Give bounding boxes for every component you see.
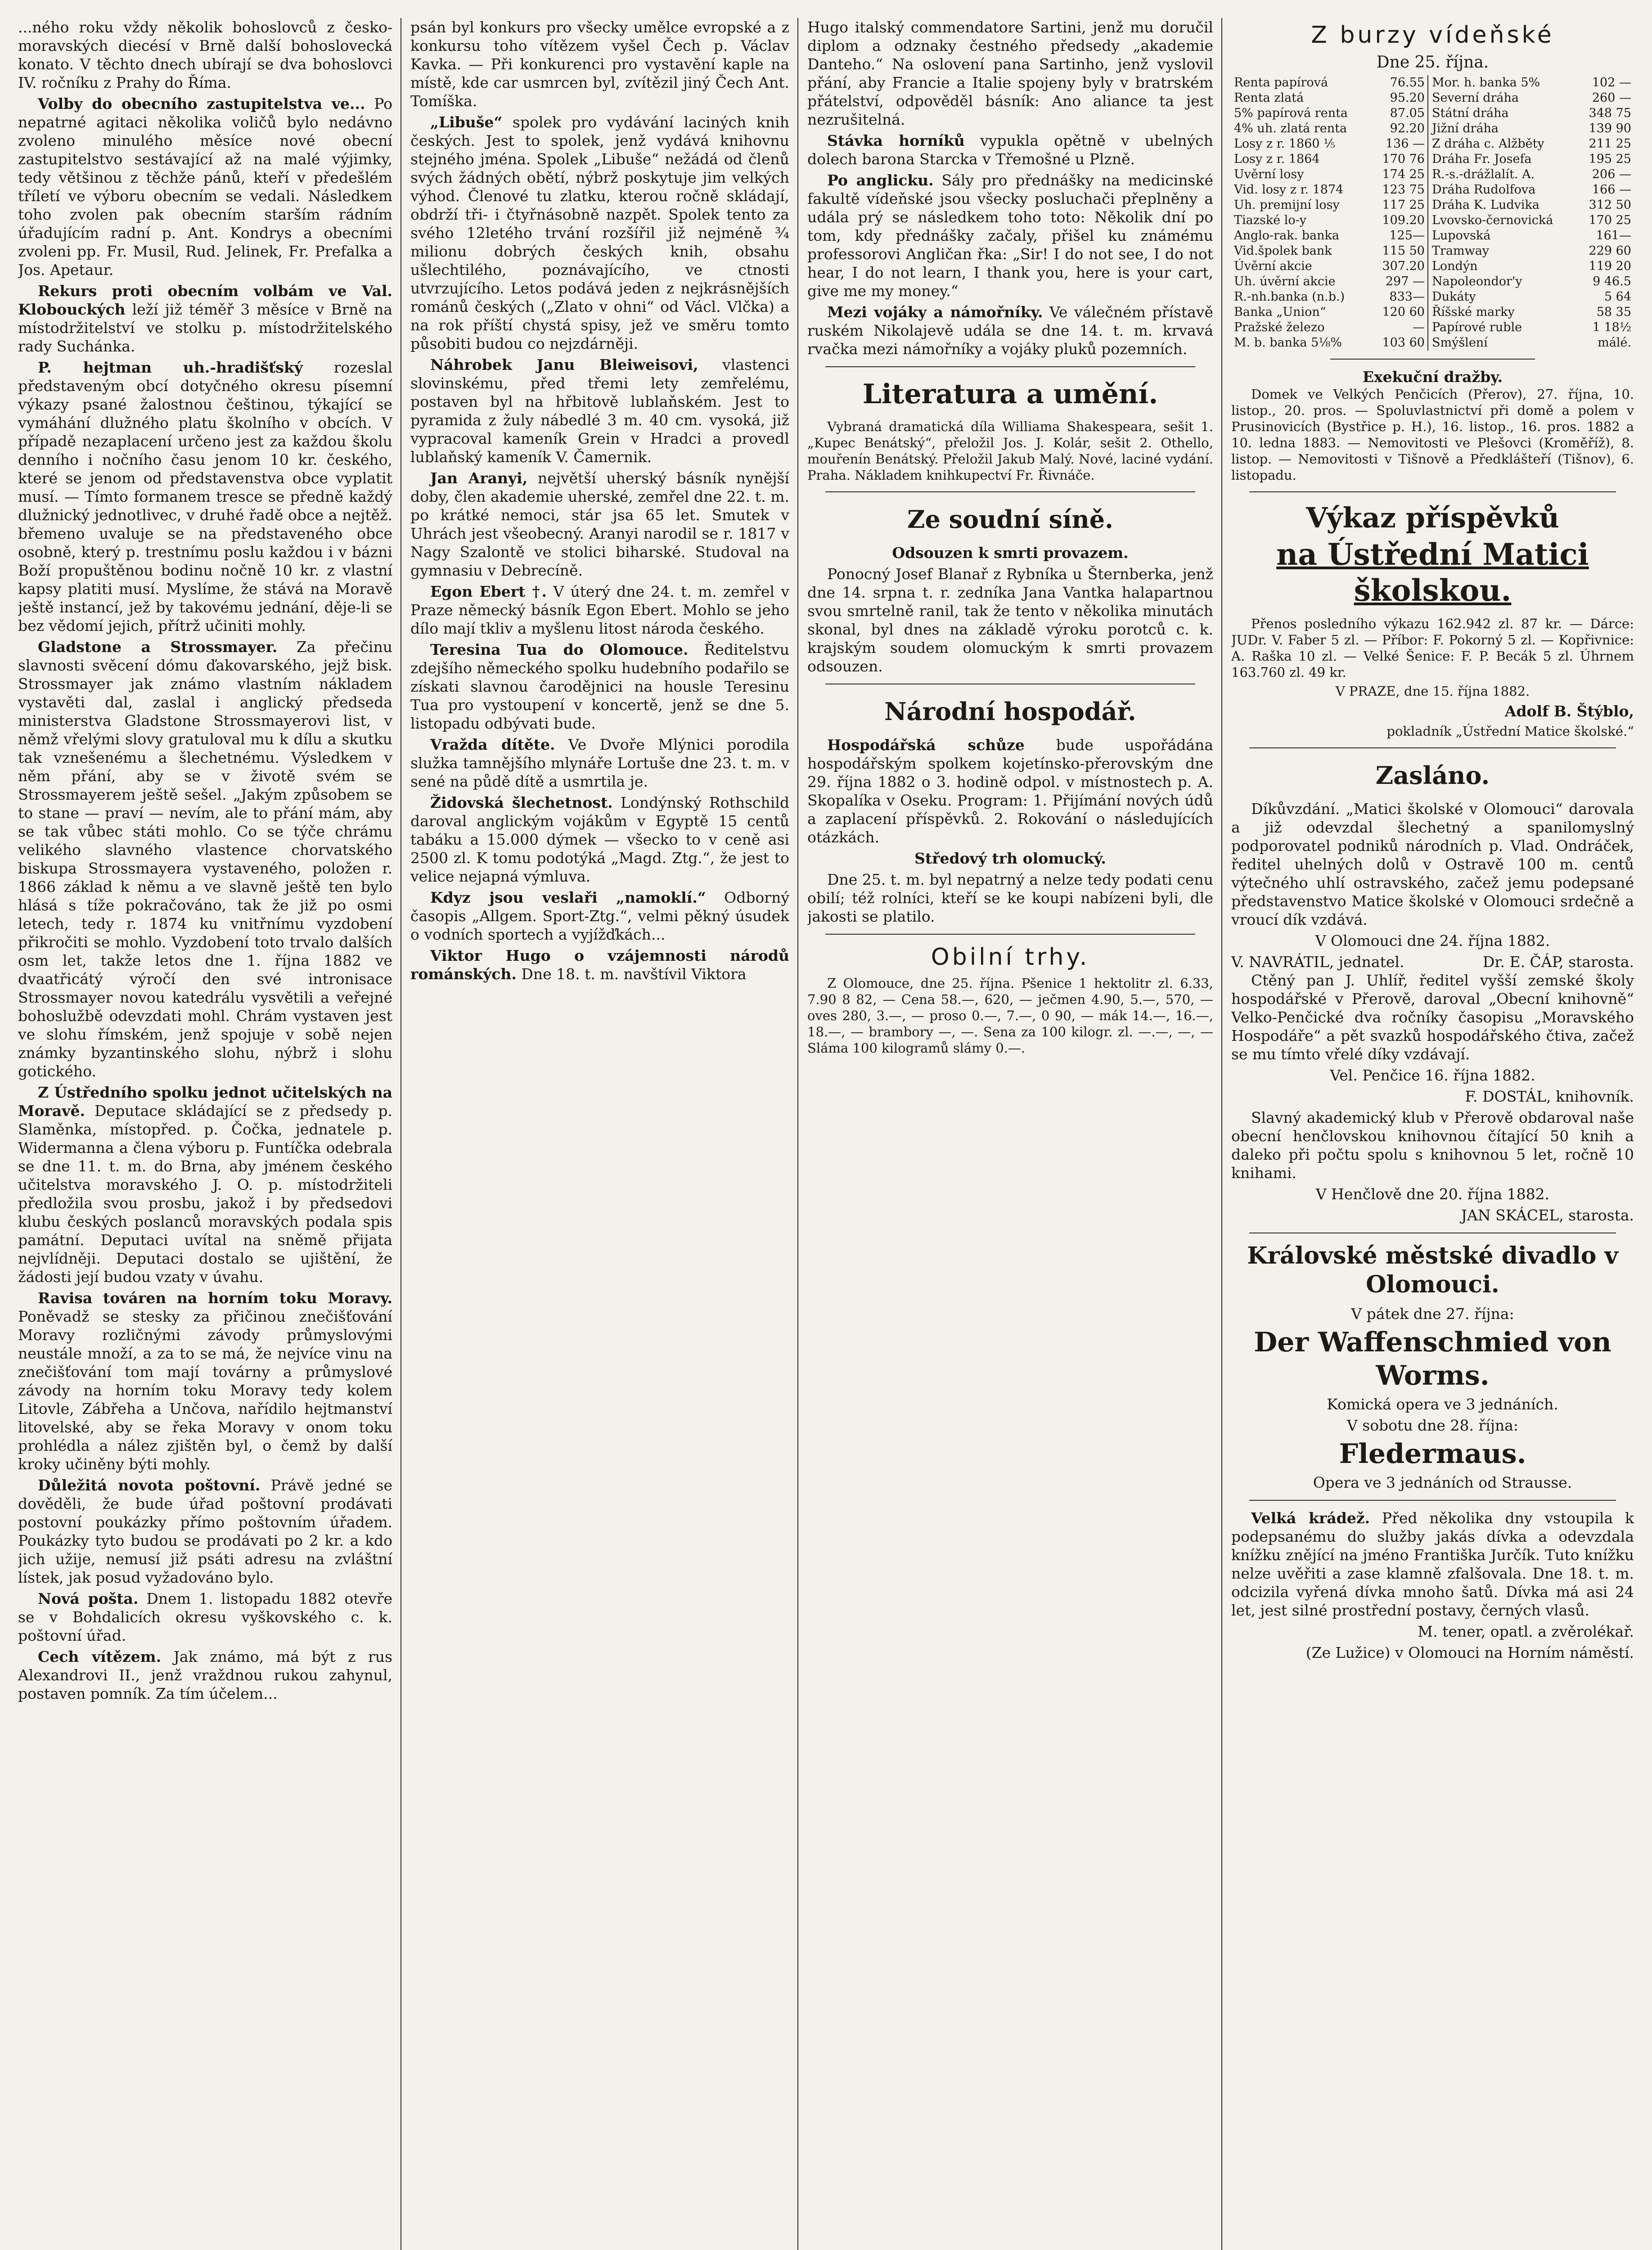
rate-row — [1231, 213, 1634, 228]
signature-name: JAN SKÁCEL, starosta. — [1461, 1206, 1634, 1224]
theatre-play-title: Der Waffenschmied von Worms. — [1254, 1327, 1611, 1391]
article-paragraph: psán byl konkurs pro všecky umělce evropské a z konkursu toho vítězem vyšel Čech p. Václav Kavka. — Při konkurenci pro vystavění kaple na místě, kde car usmrcen byl, zvítězil jiný Čech Ant. Tomíška. — [410, 18, 789, 110]
article-heading: Teresina Tua do Olomouce. — [430, 641, 689, 658]
theatre-date: V pátek dne 27. října: — [1351, 1305, 1514, 1323]
rate-name: Napoleondor'y — [1431, 274, 1522, 288]
article-text: Deputace skládající se z předsedy p. Slaměnka, místopřed. p. Čočka, jednatele p. Widermanna a člena výboru p. Funtíčka odebrala se dne 11. t. m. do Brna, aby jménem českého učitelstva moravského J. O. p. místodržiteli předložila svou prosbu, jakož i by předsedovi klubu českých poslanců moravských podala spis památní. Deputaci uvítal na sněmě přijata nejvlídněji. Deputaci dostalo se ujištění, že žádosti její budou vzaty v úvahu. — [18, 1102, 392, 1286]
section-title-literature: Literatura a umění. — [862, 378, 1158, 410]
rate-row — [1231, 320, 1634, 335]
theatre-play-subtitle: Opera ve 3 jednáních od Strausse. — [1313, 1474, 1572, 1491]
theatre-date: V sobotu dne 28. října: — [1346, 1417, 1519, 1434]
article-heading: Viktor Hugo o vzájemnosti národů románských. — [410, 947, 789, 983]
article-heading: Nová pošta. — [38, 1590, 139, 1607]
section-title-contributions: Výkaz příspěvků — [1306, 501, 1559, 534]
theatre-play-title: Fledermaus. — [1339, 1438, 1526, 1470]
signature-date: Vel. Penčice 16. října 1882. — [1330, 1066, 1535, 1084]
rate-value: 115 50 — [1382, 244, 1425, 258]
rate-name: Pražské železo — [1234, 320, 1325, 334]
rate-value: — — [1412, 320, 1425, 334]
column-2 — [410, 18, 789, 2250]
column-rule — [797, 18, 798, 2250]
article-paragraph: Ponocný Josef Blanař z Rybníka u Šternberka, jenž dne 14. srpna t. r. zedníka Jana Vantka halapartnou svou smrtelně ranil, tak že tento v několika minutách skonal, byl dnes na základě výroku porotců c. k. krajským soudem olomuckým k smrti provazem odsouzen. — [807, 565, 1213, 675]
article-text: Právě jedné se dověděli, že bude úřad poštovní prodávati postovní poukázky přímo poštovním úřadem. Poukázky tyto budou se prodávati po 2 kr. a kdo jich užije, nemusí již psáti adresu na zvláštní lístek, jak posud vyžadováno bylo. — [18, 1476, 392, 1586]
rate-value: 297 — — [1385, 274, 1425, 288]
section-divider — [1249, 491, 1616, 492]
article-text: Před několika dny vstoupila k podepsanému do služby jakás dívka a odevzdala knížku znějící na jméno Františka Jurčík. Tuto knížku nelze uvěřiti a zase klamně zfalšovala. Dne 18. t. m. odcizila vyřená dívka mnoho šatů. Dívka má asi 24 let, jest silné prostřední postavy, černých vlasů. — [1231, 1509, 1634, 1619]
rate-row — [1231, 136, 1634, 152]
section-title-sent: Zasláno. — [1375, 761, 1490, 790]
article-heading: P. hejtman uh.-hradišťský — [38, 359, 303, 376]
article-text: vlastenci slovinskému, před třemi lety zemřelému, postaven byl na hřbitově lublaňském. Jest to pyramida z žuly nábedlé 3 m. 40 cm. vysoká, již vypracoval kameník Grein v Hradci a provedl lublaňský kameník V. Čamernik. — [410, 356, 789, 466]
article-text: Ve válečném přístavě ruském Nikolajevě udála se dne 14. t. m. krvavá rvačka mezi námořníky a vojáky pluků pozemních. — [807, 303, 1213, 358]
rate-value: 119 20 — [1589, 259, 1631, 273]
rate-value: 95.20 — [1390, 91, 1425, 105]
article-heading: Stávka horníků — [827, 132, 965, 149]
column-4 — [1231, 18, 1634, 2250]
rate-value: málé. — [1598, 336, 1631, 350]
rate-value: 76.55 — [1390, 76, 1425, 90]
article-heading: Jan Aranyi, — [430, 469, 528, 487]
rate-value: 117 25 — [1382, 198, 1425, 212]
section-subtitle-contributions: na Ústřední Matici školskou. — [1276, 537, 1589, 608]
article-heading: Náhrobek Janu Bleiweisovi, — [430, 356, 698, 374]
section-title-court: Ze soudní síně. — [907, 505, 1113, 534]
rate-name: Vid.špolek bank — [1234, 244, 1332, 258]
rate-value: 92.20 — [1390, 122, 1425, 135]
rate-name: Z dráha c. Alžběty — [1431, 137, 1544, 151]
signature-name: M. tener, opatl. a zvěrolékař. — [1418, 1623, 1634, 1640]
exchange-rates-table — [1231, 75, 1634, 351]
section-title-grain: Obilní trhy. — [931, 944, 1090, 971]
rate-name: Papírové ruble — [1431, 320, 1522, 334]
column-3 — [807, 18, 1213, 2250]
article-text: bude uspořádána hospodářským spolkem kojetínsko-přerovským dne 29. října 1882 o 3. hodině odpol. v místnostech p. A. Skopalíka v Oseku. Program: 1. Přijímání nových údů a zaplacení příspěvků. 2. Rokování o následujících otázkách. — [807, 736, 1213, 846]
rate-value: 125— — [1389, 229, 1425, 243]
signature-row — [1231, 953, 1634, 971]
rate-value: 5 64 — [1604, 290, 1631, 304]
article-paragraph: Přenos posledního výkazu 162.942 zl. 87 kr. — Dárce: JUDr. V. Faber 5 zl. — Příbor: F. Pokorný 5 zl. — Kopřivnice: A. Raška 10 zl. — Velké Šenice: F. P. Becák 5 zl. Úhrnem 163.760 zl. 49 kr. — [1231, 616, 1634, 680]
rate-name: Renta papírová — [1234, 76, 1328, 90]
article-text: Za přečinu slavnosti svěcení dómu ďakovarského, jejž bisk. Strossmayer jak známo vlastním nákladem vystavěti dal, zaslal i anglický předseda ministerstva Gladstone Strossmayerovi list, v němž vřelými slovy gratuloval mu k dílu a skutku tak vznešenému a šlechetnému. Výsledkem v něm přání, aby se v životě svém se Strossmayerem ještě sešel. „Jakým způsobem se to stane — praví — nevím, ale to přání mám, aby se tak vůbec státi mohlo. Co se týče chrámu velikého slavného vlastence chorvatského biskupa Strossmayera vystaveného, položen r. 1866 základ k němu a ve slavně ještě ten bylo hlásá s tíže pokračováno, tak že již po osmi letech, tedy r. 1874 ku vnitřnímu vyzdobení přikročiti se mohlo. Vyzdobení toto trvalo dalších osm let, takže letos dne 1. října 1882 ve dvaatřicátý výročí den své intronisace Strossmayer novou katedrálu vysvětili a veřejné bohoslužbě odevzdati mohl. Chrám vystaven jest ve slohu římském, jenž spojuje v sobě nejen známky byzantinského slohu, nýbrž i slohu gotického. — [18, 638, 392, 1080]
rate-name: Tiazské lo-y — [1234, 213, 1307, 227]
article-text: vypukla opětně v ubelných dolech barona Starcka v Třemošné u Plzně. — [807, 132, 1213, 168]
article-text: leží již téměř 3 měsíce v Brně na místodržitelství ve stolku p. místodržitelského rady Suchánka. — [18, 301, 392, 355]
article-text: Po nepatrné agitaci několika voličů bylo nedávno zvoleno minulého měsíce nové obecní zastupitelstvo sestávající až na malé výjimky, tedy většinou z těchže pánů, kteří v předešlém tříletí ve výboru obecním se vedali. Následkem toho zvolen pak obecním starším rádním úřadujícím radní p. Ant. Kondrys a obecními zvoleni pp. Fr. Musil, Rud. Jelinek, Fr. Prefalka a Jos. Apetaur. — [18, 95, 392, 279]
rate-row — [1231, 198, 1634, 213]
rate-name: M. b. banka 5⅛% — [1234, 336, 1342, 350]
rate-value: 123 75 — [1382, 183, 1425, 197]
article-paragraph: Vybraná dramatická díla Williama Shakespeara, sešit 1. „Kupec Benátský“, přeložil Jos. J. Kolár, sešit 2. Othello, mouřenín Benátský. Přeložil Jakub Malý. Nové, laciné vydání. Praha. Nákladem knihkupectví Fr. Řivnáče. — [807, 419, 1213, 483]
article-heading: Egon Ebert †. — [430, 583, 547, 600]
rate-value: 139 90 — [1589, 122, 1631, 135]
article-heading: Cech vítězem. — [38, 1648, 162, 1665]
rate-row — [1231, 121, 1634, 136]
rate-name: Lupovská — [1431, 229, 1491, 243]
article-paragraph: Z Olomouce, dne 25. října. Pšenice 1 hektolitr zl. 6.33, 7.90 8 82, — Cena 58.—, 620, — ječmen 4.90, 5.—, 570, — oves 280, 3.—, — proso 0.—, 7.—, 0 90, — mák 14.—, 16.—, 18.—, — brambory —, —. Sena za 100 kilogr. zl. —.—, —, — Sláma 100 kilogramů slámy 0.—. — [807, 976, 1213, 1056]
article-text: V úterý dne 24. t. m. zemřel v Praze německý básník Egon Ebert. Mohlo se jeho dílo mají tkliv a myšlenu litost národa českého. — [410, 583, 789, 637]
section-divider — [1249, 1500, 1616, 1501]
rate-row — [1231, 90, 1634, 106]
rate-name: Státní dráha — [1431, 106, 1509, 120]
rate-name: Úvěrní akcie — [1234, 259, 1312, 273]
article-text: Ve Dvoře Mlýnici porodila služka tamnějšího mlynáře Lortuše dne 23. t. m. v sené na půdě dítě a usmrtila je. — [410, 736, 789, 790]
article-heading: Židovská šlechetnost. — [430, 794, 613, 811]
article-text: Dnem 1. listopadu 1882 otevře se v Bohdalicích okresu vyškovského c. k. poštovní úřad. — [18, 1590, 392, 1644]
rate-name: 4% uh. zlatá renta — [1234, 122, 1347, 135]
article-heading: Z Ústředního spolku jednot učitelských na Moravě. — [18, 1084, 392, 1120]
signature-name: F. DOSTÁL, knihovník. — [1465, 1088, 1634, 1105]
signature-role: pokladník „Ústřední Matice školské.“ — [1386, 724, 1634, 739]
rate-value: 206 — — [1592, 167, 1631, 181]
article-subtitle: Odsouzen k smrti provazem. — [892, 544, 1129, 562]
rate-value: 58 35 — [1596, 305, 1631, 319]
rate-row — [1231, 167, 1634, 182]
rate-value: 1 18½ — [1592, 320, 1631, 334]
article-heading: Mezi vojáky a námořníky. — [827, 303, 1043, 321]
article-text: Odborný časopis „Allgem. Sport-Ztg.“, velmi pěkný úsudek o vodních sportech a vyjížďkách... — [410, 889, 789, 943]
section-divider — [825, 366, 1195, 367]
rate-value: 120 60 — [1382, 305, 1425, 319]
column-rule — [1221, 18, 1222, 2250]
article-heading: Hospodářská schůze — [827, 736, 1025, 754]
rate-row — [1231, 182, 1634, 198]
signature-date: V Olomouci dne 24. října 1882. — [1315, 932, 1550, 950]
article-text: Londýnský Rothschild daroval anglickým vojákům v Egyptě 15 centů tabáku a 15.000 dýmek — všecko to v ceně asi 2500 zl. K tomu podotýká „Magd. Ztg.“, že jest to velice nejapná výmluva. — [410, 794, 789, 885]
signature-left: V. NAVRÁTIL, jednatel. — [1231, 953, 1404, 971]
rate-value: 174 25 — [1382, 167, 1425, 181]
rate-row — [1231, 152, 1634, 167]
rate-value: 102 — — [1592, 76, 1631, 90]
section-divider — [825, 934, 1195, 935]
rate-value: 136 — — [1385, 137, 1425, 151]
article-heading: Velká krádež. — [1251, 1509, 1370, 1527]
article-heading: „Libuše“ — [430, 113, 503, 131]
section-title-bourse: Z burzy vídeňské — [1311, 22, 1554, 49]
rate-name: Jižní dráha — [1431, 122, 1499, 135]
rate-value: 9 46.5 — [1593, 274, 1631, 288]
rate-value: 166 — — [1592, 183, 1631, 197]
rate-name: R.-s.-drážlalít. A. — [1431, 167, 1535, 181]
rate-value: 211 25 — [1589, 137, 1631, 151]
section-divider — [1330, 359, 1535, 360]
rate-value: 195 25 — [1589, 152, 1631, 166]
article-text: Sály pro přednášky na medicinské fakultě vídeňské jsou všecky posluchači přeplněny a udála prý se následkem toho toto: Několik dní po tom, kdy přednášky začaly, přišel ku známému professorovi Angličan řka: „Sir! I do not see, I do not hear, I do not learn, I thank you, here is your cart, give me my money.“ — [807, 171, 1213, 300]
article-paragraph: ...ného roku vždy několik bohoslovců z česko-moravských diecésí v Brně další bohoslovecká konato. V těchto dnech ubírají se dva bohoslovci IV. ročníku z Prahy do Říma. — [18, 18, 392, 91]
rate-name: 5% papírová renta — [1234, 106, 1348, 120]
section-title-auctions: Exekuční dražby. — [1362, 368, 1503, 386]
rate-name: R.-nh.banka (n.b.) — [1234, 290, 1345, 304]
rate-value: 307.20 — [1382, 259, 1425, 273]
rate-name: Vid. losy z r. 1874 — [1234, 183, 1344, 197]
section-divider — [825, 491, 1195, 492]
rate-name: Dráha Rudolfova — [1431, 183, 1536, 197]
rate-row — [1231, 106, 1634, 121]
rate-name: Dráha Fr. Josefa — [1431, 152, 1532, 166]
rate-row — [1231, 243, 1634, 259]
article-paragraph: Hugo italský commendatore Sartini, jenž mu doručil diplom a odznaky čestného předsedy „akademie Danteho.“ Na oslovení pana Sartinho, jenž vyslovil přání, aby Francie a Italie spojeny byly v bratrském přátelství, odpověděl básník: Ano aliance ta jest nezrušitelná. — [807, 18, 1213, 128]
rate-name: Tramway — [1431, 244, 1490, 258]
rate-value: 260 — — [1592, 91, 1631, 105]
theatre-play-subtitle: Komická opera ve 3 jednáních. — [1327, 1395, 1558, 1413]
article-paragraph: Ctěný pan J. Uhlíř, ředitel vyšší zemské školy hospodářské v Přerově, daroval „Obecní knihovně“ Velko-Penčické dva ročníky časopisu „Moravského Hospodáře“ a pět svazků hospodářského čtiva, začež se mu tímto vřelé díky vzdávají. — [1231, 972, 1634, 1063]
section-divider — [1249, 747, 1616, 748]
article-heading: Vražda dítěte. — [430, 736, 555, 753]
rate-name: Renta zlatá — [1234, 91, 1304, 105]
article-heading: Po anglicku. — [827, 171, 934, 189]
signature-date: V Henčlově dne 20. října 1882. — [1315, 1185, 1550, 1203]
article-text: Ředitelstvu zdejšího německého spolku hudebního podařilo se získati slavnou čarodějnici na housle Teresinu Tua pro vystoupení v koncertě, jenž se dne 5. listopadu odbývati bude. — [410, 641, 789, 732]
signature-place: V PRAZE, dne 15. října 1882. — [1335, 684, 1530, 699]
rate-name: Smýšlení — [1431, 336, 1488, 350]
bourse-date: Dne 25. října. — [1376, 53, 1489, 72]
rate-name: Říšské marky — [1431, 305, 1515, 319]
rate-value: 229 60 — [1589, 244, 1631, 258]
article-heading: Ravisa továren na horním toku Moravy. — [38, 1289, 392, 1307]
signature-place: (Ze Lužice) v Olomouci na Horním náměstí. — [1305, 1644, 1634, 1661]
signature-right: Dr. E. ČÁP, starosta. — [1482, 953, 1634, 971]
article-heading: Středový trh olomucký. — [914, 850, 1106, 867]
section-title-economy: Národní hospodář. — [884, 697, 1136, 726]
article-text: Poněvadž se stesky za přičinou znečišťování Moravy rozličnými závody průmyslovými neustále množí, a za to se má, že nejvíce vinu na znečišťování tom mají továrny a průmyslové závody na horním toku Moravy tedy kolem Litovle, Zábřeha a Unčova, nařídilo hejtmanství litovelské, aby se řeka Moravy v onom toku prohlédla a nález zjištěn byl, o čemž by další kroky učiněny býti mohly. — [18, 1308, 392, 1473]
rate-row — [1231, 335, 1634, 351]
article-heading: Gladstone a Strossmayer. — [38, 638, 278, 656]
rate-name: Lvovsko-černovická — [1431, 213, 1553, 227]
rate-row — [1231, 289, 1634, 305]
signature-name: Adolf B. Štýblo, — [1504, 702, 1634, 720]
rate-name: Losy z r. 1860 ⅕ — [1234, 137, 1336, 151]
column-1 — [18, 18, 392, 2250]
rate-value: 161— — [1596, 229, 1631, 243]
article-text: největší uherský básník nynější doby, člen akademie uherské, zemřel dne 22. t. m. po krátké nemoci, stár jsa 65 let. Smutek v Uhrách jest všeobecný. Aranyi narodil se r. 1817 v Nagy Szalontě ve stolici biharské. Studoval na gymnasiu v Debrecíně. — [410, 469, 789, 579]
rate-row — [1231, 305, 1634, 320]
article-text: Dne 18. t. m. navštívil Viktora — [521, 965, 747, 983]
article-heading: Volby do obecního zastupitelstva ve... — [38, 95, 365, 112]
rate-name: Uh. premijní losy — [1234, 198, 1340, 212]
article-paragraph: Dne 25. t. m. byl nepatrný a nelze tedy podati cenu obilí; též rolníci, kteří se ke koupi nabízeni byli, dle jakosti se platilo. — [807, 871, 1213, 925]
article-text: Jak známo, má být z rus Alexandrovi II., jenž vraždnou rukou zahynul, postaven pomník. Za tím účelem... — [18, 1648, 392, 1702]
rate-row — [1231, 228, 1634, 243]
article-paragraph: Díkůvzdání. „Matici školské v Olomouci“ darovala a již odevzdal šlechetný a spanilomyslný podporovatel podniků národních p. Vlad. Ondráček, ředitel uhelných dolů v Ostravě 100 m. centů výtečného uhlí ostravského, začež jemu podepsané představenstvo Matice školské v Olomouci srdečně a vroucí dík vzdává. — [1231, 800, 1634, 928]
rate-name: Losy z r. 1864 — [1234, 152, 1320, 166]
rate-row — [1231, 259, 1634, 274]
article-paragraph: Slavný akademický klub v Přerově obdaroval naše obecní henčlovskou knihovnou čítající 50 knih a daleko při počtu spolu s knihovnou 5 let, ročně 10 knihami. — [1231, 1109, 1634, 1182]
rate-name: Dráha K. Ludvika — [1431, 198, 1539, 212]
rate-value: 833— — [1389, 290, 1425, 304]
rate-name: Uh. úvěrní akcie — [1234, 274, 1336, 288]
rate-value: 109.20 — [1382, 213, 1425, 227]
article-text: rozeslal představeným obcí dotyčného okresu písemní výkazy psané žalostnou češtinou, týkající se vymáhání dlužného platu školního v obcích. V případě nezaplacení určeno jest za každou školu denního i nočního času jenom 10 kr. českého, které se jenom od představenstva obce vyplatit musí. — Tímto formanem tresce se předně každý dlužnický jednotlivec, v druhé řadě obce a nejtěž. břemeno uvaluje se na představeného obce osobně, který p. trestnímu poslu každou i v bázni Boží propuštěnou bodinu nočně 10 kr. z vlastní kapsy platiti musí. Myslíme, že stává na Moravě ještě instancí, jež by takovému jednání, děje-li se bez vědomí jejich, přítrž učiniti mohly. — [18, 359, 392, 634]
rate-value: 348 75 — [1589, 106, 1631, 120]
rate-name: Severní dráha — [1431, 91, 1519, 105]
rate-row — [1231, 75, 1634, 90]
rate-row — [1231, 274, 1634, 289]
rate-value: 312 50 — [1589, 198, 1631, 212]
article-paragraph: Domek ve Velkých Penčicích (Přerov), 27. října, 10. listop., 20. pros. — Spoluvlastnictví při domě a polem v Prusinovicích (Bystřice p. H.), 16. listop., 16. pros. 1882 a 10. ledna 1883. — Nemovitosti ve Plešovci (Kroměříž), 8. listop. — Nemovitosti v Tišnově a Předklášteří (Tišnov), 6. listopadu. — [1231, 387, 1634, 483]
article-heading: Rekurs proti obecním volbám ve Val. Klobouckých — [18, 282, 392, 318]
article-heading: Důležitá novota poštovní. — [38, 1476, 261, 1494]
article-heading: Kdyz jsou veslaři „namoklí.“ — [430, 889, 706, 906]
rate-value: 103 60 — [1382, 336, 1425, 350]
rate-name: Dukáty — [1431, 290, 1476, 304]
rate-name: Banka „Union“ — [1234, 305, 1326, 319]
rate-value: 170 25 — [1589, 213, 1631, 227]
rate-name: Mor. h. banka 5% — [1431, 76, 1540, 90]
rate-value: 170 76 — [1382, 152, 1425, 166]
rate-value: 87.05 — [1390, 106, 1425, 120]
section-title-theatre: Královské městské divadlo v Olomouci. — [1247, 1242, 1618, 1298]
rate-name: Anglo-rak. banka — [1234, 229, 1339, 243]
rate-name: Uvěrní losy — [1234, 167, 1304, 181]
rate-name: Londýn — [1431, 259, 1478, 273]
article-text: spolek pro vydávání laciných knih českých. Jest to spolek, jenž vydává knihovnu stejného jména. Spolek „Libuše“ nežádá od členů svých žádných obětí, nýbrž poskytuje jim velkých výhod. Členové tu zlatku, kterou ročně skládají, obdrží tři- i čtyřnásobně nazpět. Spolek tento za svého 12letého trvání rozšířil již nejméně ¾ milionu dobrých českých knih, obsahu ušlechtilého, poznávajícího, ve ctnosti utvrzujícího. Letos podává jeden z nejkrásnějších románů českých („Zlato v ohni“ od Václ. Vlčka) a na rok příští chystá spisy, jež ve směru tomto působiti budou co nejzdárněji. — [410, 113, 789, 352]
